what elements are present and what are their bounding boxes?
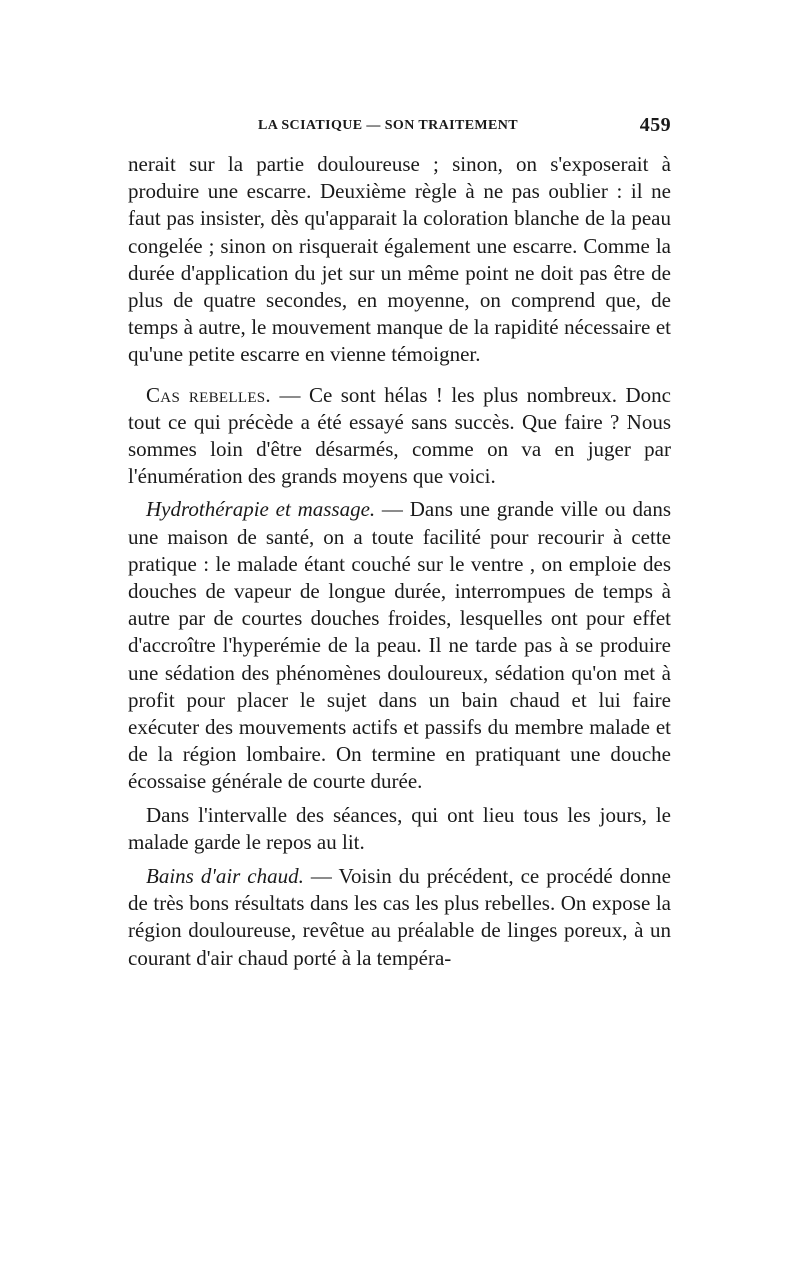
paragraph-hydrotherapie [128, 496, 671, 795]
paragraph-text: — Dans une grande ville ou dans une maison de santé, on a toute facilité pour recourir à cette pratique : le malade étant couché sur le ventre , on emploie des douches de vapeur de longue durée, interrompues de temps à autre par de courtes douches froides, lesquelles ont pour effet d'accroître l'hyperémie de la peau. Il ne tarde pas à se produire une sédation des phénomènes douloureux, sédation qu'on met à profit pour placer le sujet dans un bain chaud et lui faire exécuter des mouvements actifs et passifs du membre malade et de la région lombaire. On termine en pratiquant une douche écossaise générale de courte durée. [128, 497, 671, 794]
running-header [128, 116, 671, 138]
paragraph-intervalle [128, 802, 671, 856]
paragraph-text: Dans l'intervalle des séances, qui ont lieu tous les jours, le malade garde le repos au lit. [128, 802, 671, 854]
paragraph-text: — Voisin du précédent, ce procédé donne de très bons résultats dans les cas les plus rebelles. On expose la région douloureuse, revêtue au préalable de linges poreux, à un courant d'air chaud porté à la tempéra- [128, 864, 672, 970]
paragraph-text: — Ce sont hélas ! les plus nombreux. Donc tout ce qui précède a été essayé sans succès. Que faire ? Nous sommes loin d'être désarmés, comme on va en juger par l'énumération des grands moyens que voici. [128, 382, 671, 489]
running-title: LA SCIATIQUE — SON TRAITEMENT [258, 118, 519, 133]
paragraph-bains-air-chaud [128, 863, 671, 972]
page-number: 459 [639, 114, 671, 136]
paragraph-cas-rebelles [128, 382, 671, 491]
paragraph-continuation [128, 151, 671, 369]
body-text [128, 151, 671, 972]
section-heading: Hydrothérapie et massage. [146, 497, 376, 522]
paragraph-text: nerait sur la partie douloureuse ; sinon, on s'exposerait à produire une escarre. Deuxième règle à ne pas oublier : il ne faut pas insister, dès qu'apparait la coloration blanche de la peau congelée ; sinon on risquerait également une escarre. Comme la durée d'application du jet sur un même point ne doit pas être de plus de quatre secondes, en moyenne, on comprend que, de temps à autre, le mouvement manque de la rapidité nécessaire et qu'une petite escarre en vienne témoigner. [128, 152, 671, 367]
section-heading: Bains d'air chaud. [146, 864, 304, 889]
section-heading: Cas rebelles. [146, 382, 271, 407]
